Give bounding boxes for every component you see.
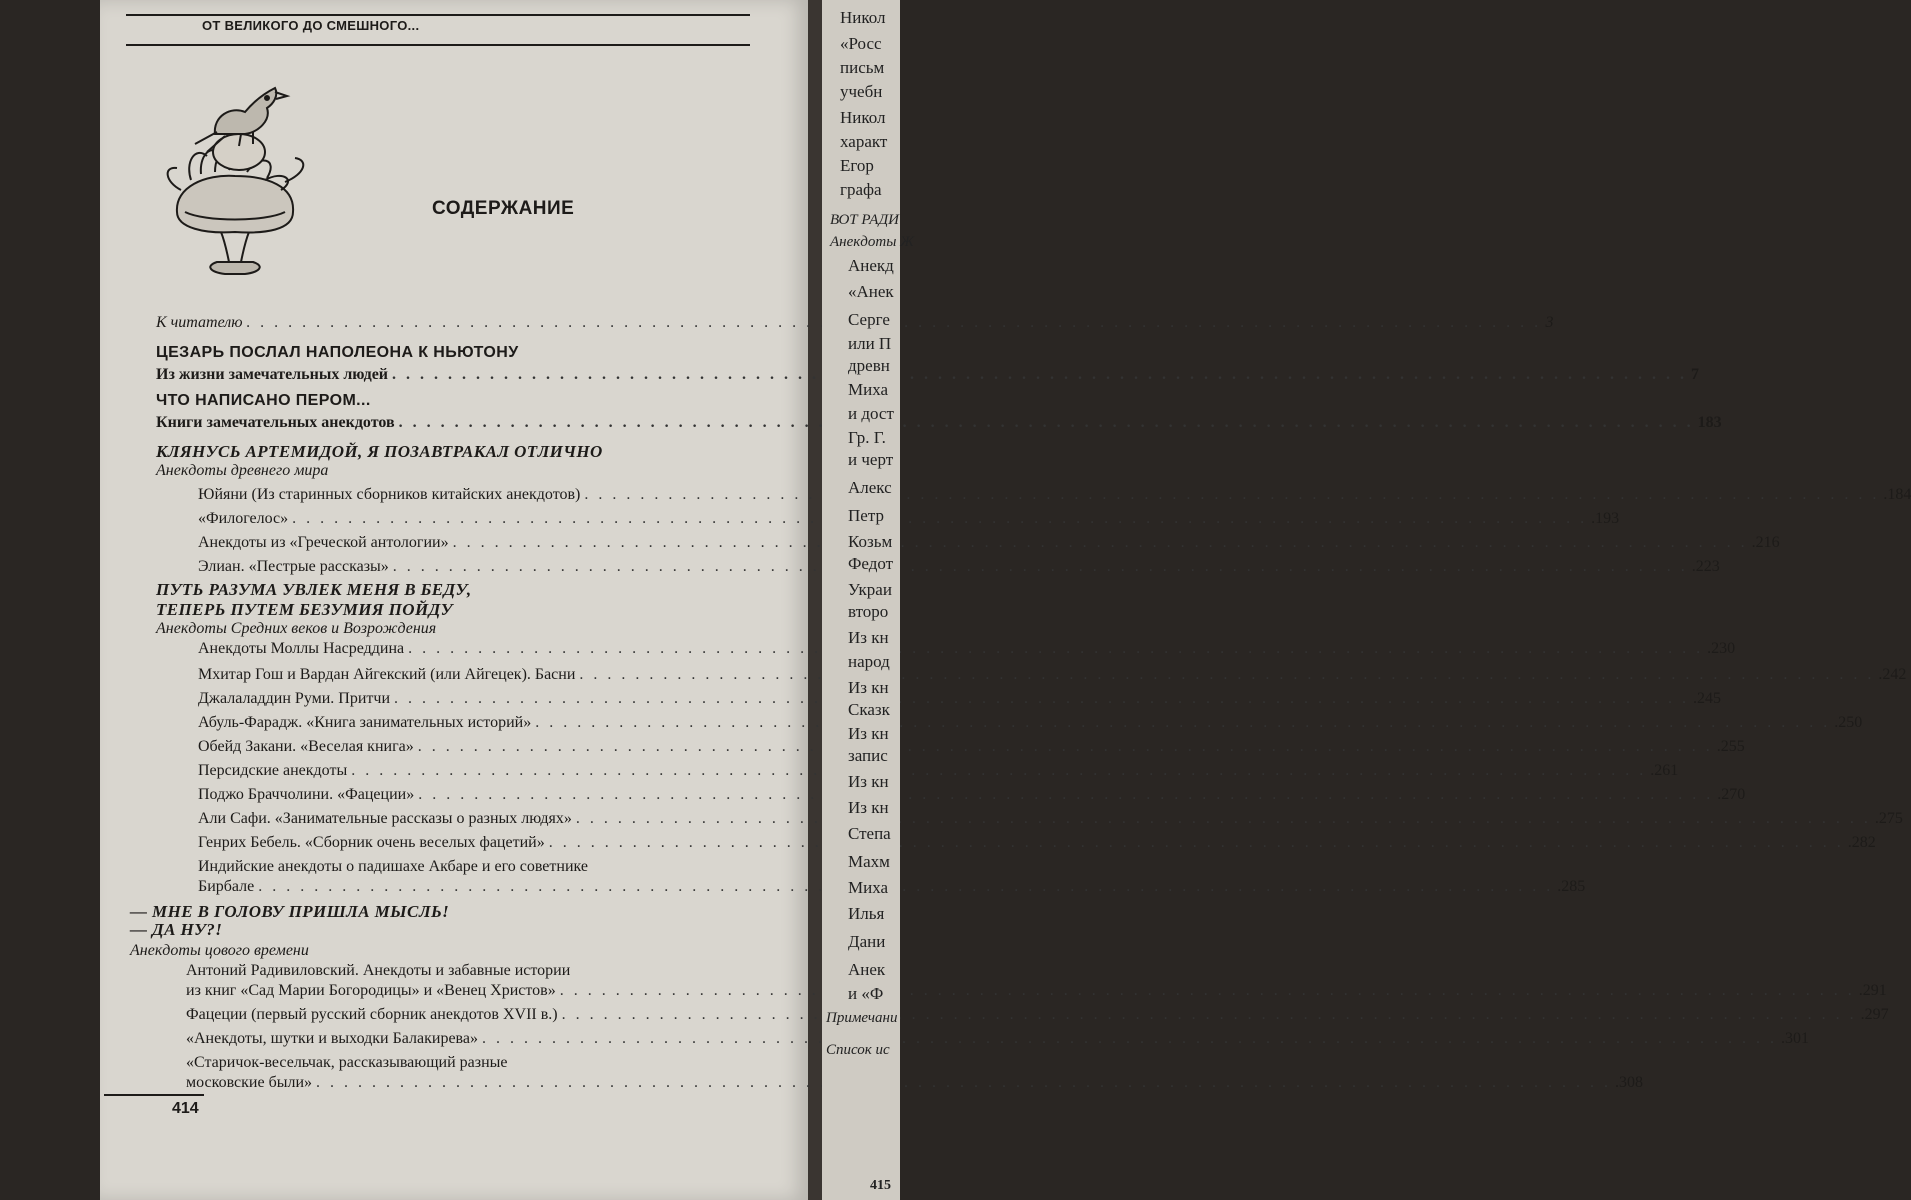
right-page-text: Из кн [848,678,889,697]
right-page-text: Анек [848,960,886,979]
toc-entry: Из жизни замечательных людей . . . 7 [156,366,738,384]
right-page-text: графа [840,180,882,199]
toc-entry: «Филогелос» . . . .193 [198,510,738,528]
right-page-text: Алекс [848,478,892,497]
right-page-text: Федот [848,554,894,573]
right-page-text: второ [848,602,889,621]
right-page-text: Серге [848,310,890,329]
right-page-text: Из кн [848,772,889,791]
right-page-text: «Росс [840,34,882,53]
right-page-text: Анекдоты Ж [830,234,914,250]
toc-entry: Бирбале . . . .285 [198,878,740,896]
right-page-text: Миха [848,878,889,897]
right-page-text: Сказк [848,700,890,719]
right-page-text: Из кн [848,628,889,647]
toc-entry-line: «Старичок-весельчак, рассказывающий разные [186,1054,508,1071]
toc-entry: Фацеции (первый русский сборник анекдотов XVII в.) . . . .297 [186,1006,722,1024]
right-page-text: Махм [848,852,890,871]
right-page-text: и «Ф [848,984,884,1003]
toc-entry: Абуль-Фарадж. «Книга занимательных историй» . . . .250 [198,714,740,732]
toc-entry: Анекдоты из «Греческой антологии» . . . .216 [198,534,738,552]
toc-entry: московские были» . . . .308 [186,1074,722,1092]
toc-section-heading: ЦЕЗАРЬ ПОСЛАЛ НАПОЛЕОНА К НЬЮТОНУ [156,344,519,361]
right-page-text: Анекд [848,256,894,275]
toc-entry-line: Антоний Радивиловский. Анекдоты и забавные истории [186,962,571,979]
right-page-text: запис [848,746,888,765]
toc-section-heading: ЧТО НАПИСАНО ПЕРОМ... [156,392,371,409]
toc-section-heading: ТЕПЕРЬ ПУТЕМ БЕЗУМИЯ ПОЙДУ [156,600,453,619]
toc-section-heading: — ДА НУ?! [130,920,223,939]
right-page-text: Дани [848,932,886,951]
right-page-text: и дост [848,404,894,423]
contents-title: СОДЕРЖАНИЕ [432,198,575,219]
right-page-text: и черт [848,450,894,469]
right-page-text: Гр. Г. [848,428,886,447]
bird-on-nest-illustration [155,62,315,284]
toc-section-heading: ПУТЬ РАЗУМА УВЛЕК МЕНЯ В БЕДУ, [156,580,472,599]
toc-entry: Генрих Бебель. «Сборник очень веселых фацетий» . . . .282 [198,834,740,852]
toc-entry: Элиан. «Пестрые рассказы» . . . .223 [198,558,738,576]
toc-entry-line: Индийские анекдоты о падишахе Акбаре и его советнике [198,858,588,875]
toc-entry: из книг «Сад Марии Богородицы» и «Венец Христов» . . . .291 [186,982,722,1000]
right-page-text: Илья [848,904,885,923]
toc-entry: Джалаладдин Руми. Притчи . . . .245 [198,690,740,708]
toc-entry: Али Сафи. «Занимательные рассказы о разных людях» . . . .275 [198,810,740,828]
right-page-text: Украи [848,580,892,599]
right-page-text: характ [840,132,888,151]
toc-entry: Анекдоты Моллы Насреддина . . . .230 [198,640,740,658]
right-page-text: Егор [840,156,874,175]
header-top-rule [126,14,750,16]
right-page-text: учебн [840,82,883,101]
right-page-text: или П [848,334,892,353]
right-page-text: письм [840,58,885,77]
toc-entry: Обейд Закани. «Веселая книга» . . . .255 [198,738,740,756]
right-page-text: Степа [848,824,891,843]
running-head: ОТ ВЕЛИКОГО ДО СМЕШНОГО... [202,18,420,33]
toc-entry: «Анекдоты, шутки и выходки Балакирева» . . . .301 [186,1030,722,1048]
right-page-edge [822,0,914,1200]
right-page-text: Никол [840,108,886,127]
footer-rule [104,1094,204,1096]
toc-entry: Мхитар Гош и Вардан Айгекский (или Айгецек). Басни . . . .242 [198,666,740,684]
right-page-text: Список ис [826,1042,890,1058]
right-page-number: 415 [870,1178,891,1193]
right-page-text: Козьм [848,532,893,551]
right-page-text: Примечани [826,1010,898,1026]
right-page-text: Миха [848,380,889,399]
right-page-text: Из кн [848,798,889,817]
toc-subheading: Анекдоты цового времени [130,942,309,959]
toc-entry: Персидские анекдоты . . . .261 [198,762,740,780]
toc-entry: Поджо Браччолини. «Фацеции» . . . .270 [198,786,740,804]
toc-subheading: Анекдоты древнего мира [156,462,329,479]
toc-entry: Книги замечательных анекдотов . . . 183 [156,414,738,432]
toc-subheading: Анекдоты Средних веков и Возрождения [156,620,437,637]
toc-section-heading: — МНЕ В ГОЛОВУ ПРИШЛА МЫСЛЬ! [130,902,450,921]
right-page-text: древн [848,356,890,375]
page-number: 414 [172,1100,199,1117]
toc-section-heading: КЛЯНУСЬ АРТЕМИДОЙ, Я ПОЗАВТРАКАЛ ОТЛИЧНО [156,442,603,461]
right-page-text: народ [848,652,890,671]
right-page-text: «Анек [848,282,894,301]
header-bottom-rule [126,44,750,46]
right-page-text: Петр [848,506,884,525]
toc-entry: Юйяни (Из старинных сборников китайских анекдотов) . . . .184 [198,486,738,504]
toc-entry-reader: К читателю . . . 3 [156,314,768,332]
right-page-text: Никол [840,8,886,27]
right-page-text: Из кн [848,724,889,743]
right-page-text: ВОТ РАДИ [830,212,899,228]
